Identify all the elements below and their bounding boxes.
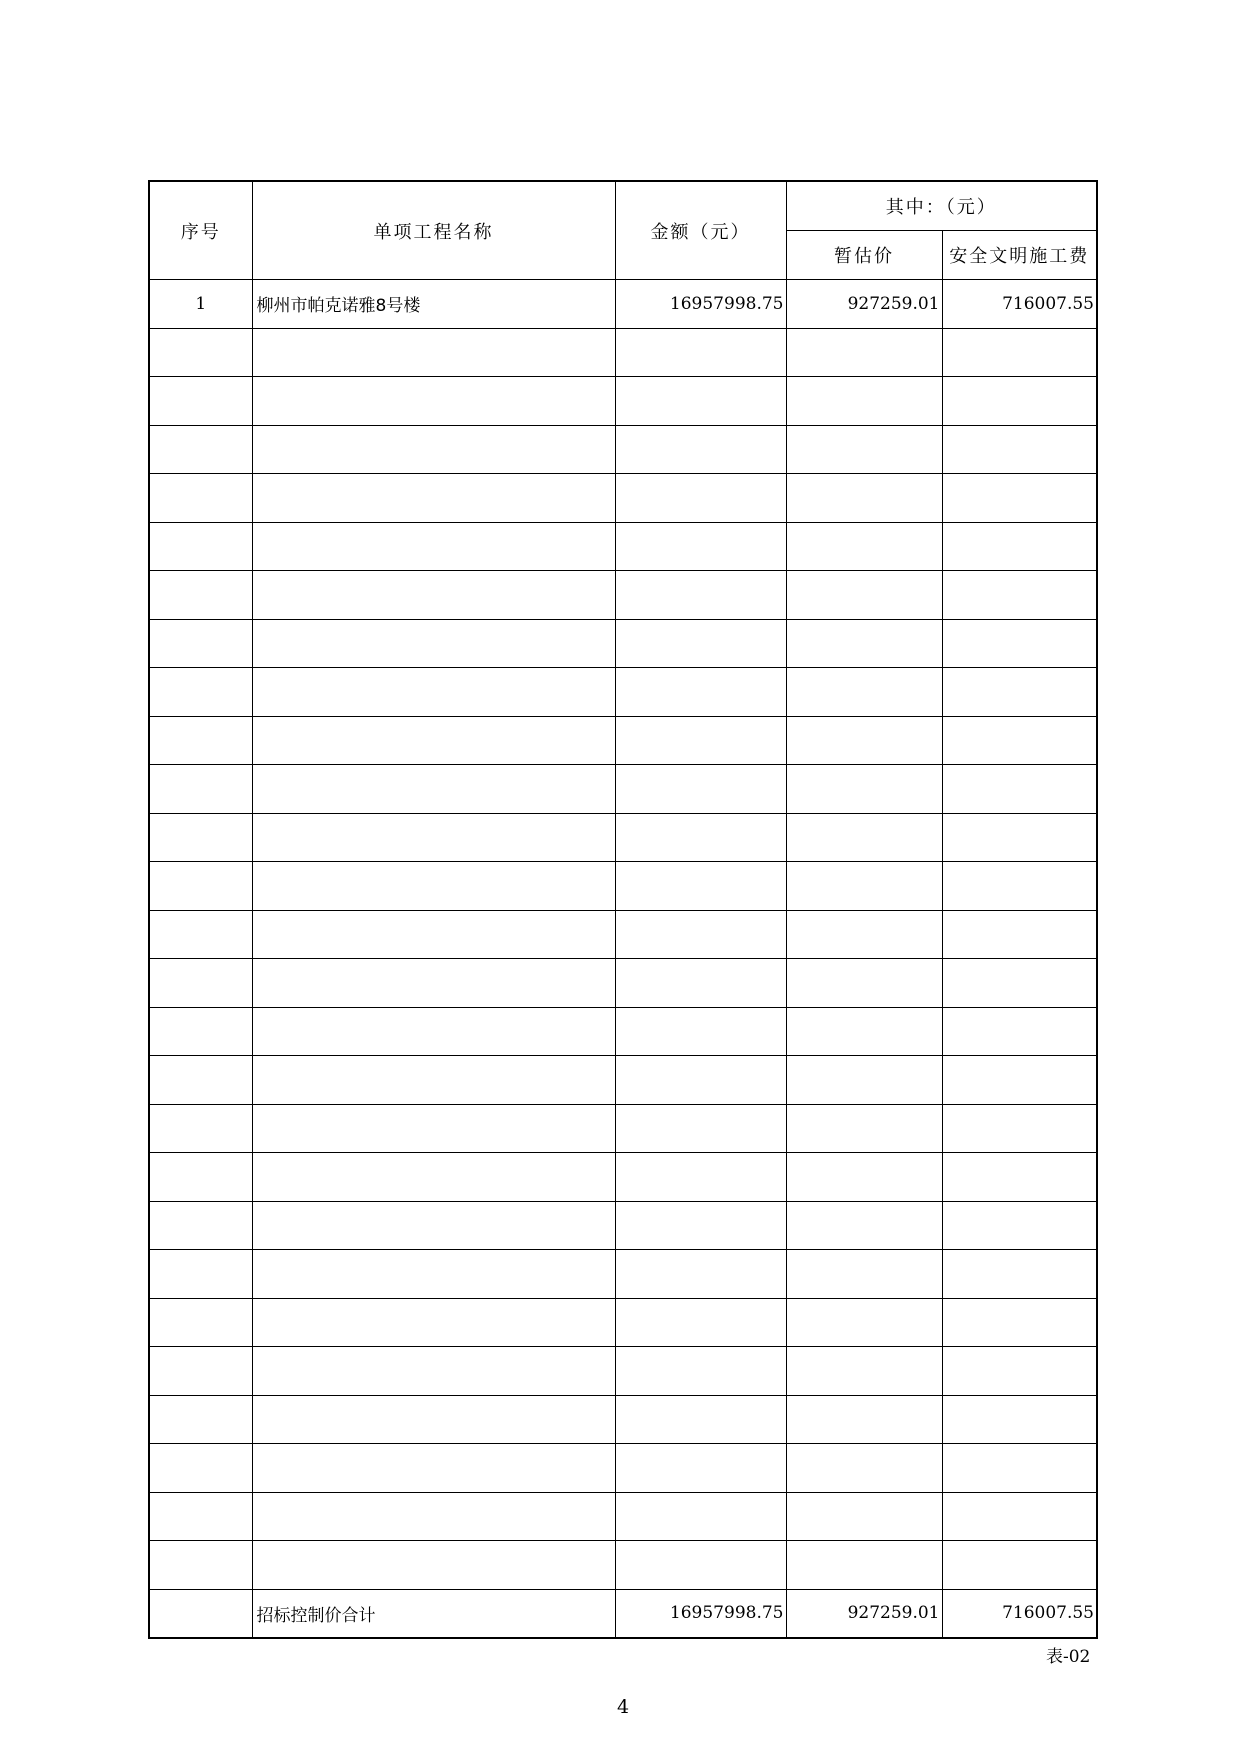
total-label: 招标控制价合计: [252, 1589, 615, 1638]
empty-cell: [615, 1250, 786, 1299]
header-safety: 安全文明施工费: [942, 231, 1097, 280]
empty-row: [149, 619, 1097, 668]
empty-cell: [149, 1541, 252, 1590]
empty-row: [149, 1347, 1097, 1396]
empty-cell: [149, 668, 252, 717]
empty-cell: [615, 619, 786, 668]
empty-cell: [615, 1153, 786, 1202]
empty-row: [149, 1492, 1097, 1541]
empty-cell: [786, 765, 942, 814]
empty-cell: [252, 619, 615, 668]
total-index: [149, 1589, 252, 1638]
empty-cell: [252, 1056, 615, 1105]
empty-cell: [149, 522, 252, 571]
empty-cell: [252, 377, 615, 426]
empty-row: [149, 716, 1097, 765]
empty-cell: [786, 1250, 942, 1299]
empty-row: [149, 1153, 1097, 1202]
empty-cell: [615, 910, 786, 959]
empty-cell: [942, 1056, 1097, 1105]
header-provisional: 暂估价: [786, 231, 942, 280]
empty-cell: [942, 1541, 1097, 1590]
empty-cell: [942, 1250, 1097, 1299]
empty-cell: [942, 1395, 1097, 1444]
empty-cell: [615, 377, 786, 426]
empty-cell: [786, 1298, 942, 1347]
empty-cell: [615, 1541, 786, 1590]
total-row: [149, 1589, 1097, 1638]
empty-row: [149, 813, 1097, 862]
table-row: [149, 280, 1097, 329]
empty-cell: [149, 1007, 252, 1056]
empty-cell: [786, 571, 942, 620]
empty-row: [149, 377, 1097, 426]
empty-cell: [786, 619, 942, 668]
empty-cell: [252, 959, 615, 1008]
empty-cell: [149, 377, 252, 426]
empty-cell: [942, 1347, 1097, 1396]
empty-row: [149, 1298, 1097, 1347]
empty-cell: [615, 571, 786, 620]
empty-row: [149, 910, 1097, 959]
empty-cell: [786, 1395, 942, 1444]
empty-row: [149, 1007, 1097, 1056]
empty-cell: [149, 571, 252, 620]
empty-cell: [786, 1056, 942, 1105]
row-provisional: 927259.01: [786, 280, 942, 329]
summary-table: [148, 180, 1098, 1639]
empty-cell: [615, 862, 786, 911]
empty-cell: [942, 1104, 1097, 1153]
empty-cell: [942, 765, 1097, 814]
empty-cell: [942, 1201, 1097, 1250]
total-provisional: 927259.01: [786, 1589, 942, 1638]
empty-cell: [252, 765, 615, 814]
empty-cell: [786, 813, 942, 862]
empty-cell: [786, 959, 942, 1008]
empty-cell: [149, 425, 252, 474]
empty-row: [149, 571, 1097, 620]
empty-cell: [252, 1444, 615, 1493]
empty-cell: [615, 716, 786, 765]
empty-cell: [252, 1395, 615, 1444]
empty-cell: [252, 522, 615, 571]
total-amount: 16957998.75: [615, 1589, 786, 1638]
header-of-which: 其中：（元）: [786, 181, 1097, 231]
empty-cell: [942, 910, 1097, 959]
empty-cell: [149, 1298, 252, 1347]
empty-cell: [252, 813, 615, 862]
empty-cell: [252, 716, 615, 765]
empty-cell: [252, 1298, 615, 1347]
page-number: 4: [616, 1696, 630, 1718]
empty-cell: [786, 425, 942, 474]
empty-cell: [942, 522, 1097, 571]
empty-cell: [615, 1444, 786, 1493]
empty-cell: [149, 1395, 252, 1444]
empty-cell: [942, 474, 1097, 523]
empty-cell: [615, 765, 786, 814]
empty-cell: [615, 959, 786, 1008]
empty-cell: [615, 474, 786, 523]
empty-cell: [615, 1056, 786, 1105]
empty-cell: [786, 862, 942, 911]
empty-row: [149, 765, 1097, 814]
empty-cell: [786, 668, 942, 717]
empty-cell: [252, 1153, 615, 1202]
empty-cell: [786, 910, 942, 959]
empty-cell: [149, 474, 252, 523]
empty-cell: [615, 1492, 786, 1541]
empty-cell: [615, 1104, 786, 1153]
empty-cell: [252, 474, 615, 523]
empty-cell: [786, 1492, 942, 1541]
empty-cell: [149, 862, 252, 911]
empty-cell: [786, 1104, 942, 1153]
empty-cell: [942, 619, 1097, 668]
empty-cell: [252, 1492, 615, 1541]
empty-cell: [149, 1444, 252, 1493]
empty-row: [149, 668, 1097, 717]
row-name: 柳州市帕克诺雅8号楼: [252, 280, 615, 329]
empty-cell: [786, 328, 942, 377]
empty-cell: [942, 1153, 1097, 1202]
total-safety: 716007.55: [942, 1589, 1097, 1638]
header-name: 单项工程名称: [252, 181, 615, 280]
empty-row: [149, 1056, 1097, 1105]
empty-cell: [942, 377, 1097, 426]
empty-cell: [252, 571, 615, 620]
empty-cell: [149, 1056, 252, 1105]
empty-cell: [942, 425, 1097, 474]
row-index: 1: [149, 280, 252, 329]
empty-cell: [942, 668, 1097, 717]
empty-cell: [786, 1444, 942, 1493]
empty-cell: [149, 1347, 252, 1396]
empty-cell: [149, 716, 252, 765]
empty-cell: [252, 1104, 615, 1153]
empty-cell: [942, 716, 1097, 765]
empty-cell: [942, 1007, 1097, 1056]
empty-cell: [149, 328, 252, 377]
empty-cell: [942, 862, 1097, 911]
empty-cell: [149, 813, 252, 862]
empty-row: [149, 862, 1097, 911]
empty-cell: [252, 910, 615, 959]
empty-row: [149, 1201, 1097, 1250]
empty-cell: [252, 1250, 615, 1299]
empty-cell: [149, 910, 252, 959]
empty-row: [149, 959, 1097, 1008]
empty-row: [149, 522, 1097, 571]
empty-cell: [615, 1395, 786, 1444]
empty-cell: [252, 668, 615, 717]
empty-cell: [149, 619, 252, 668]
empty-cell: [615, 813, 786, 862]
empty-cell: [252, 1541, 615, 1590]
empty-cell: [786, 522, 942, 571]
empty-cell: [786, 716, 942, 765]
empty-cell: [252, 328, 615, 377]
empty-row: [149, 474, 1097, 523]
empty-cell: [942, 813, 1097, 862]
header-amount: 金额（元）: [615, 181, 786, 280]
empty-cell: [615, 668, 786, 717]
empty-cell: [615, 1201, 786, 1250]
empty-cell: [942, 571, 1097, 620]
empty-cell: [149, 1250, 252, 1299]
empty-cell: [786, 1153, 942, 1202]
empty-row: [149, 1444, 1097, 1493]
row-safety: 716007.55: [942, 280, 1097, 329]
empty-cell: [615, 1298, 786, 1347]
empty-cell: [149, 959, 252, 1008]
empty-cell: [942, 1444, 1097, 1493]
empty-cell: [252, 1347, 615, 1396]
empty-row: [149, 1395, 1097, 1444]
empty-cell: [149, 1492, 252, 1541]
empty-cell: [942, 1298, 1097, 1347]
empty-cell: [615, 1007, 786, 1056]
empty-cell: [252, 425, 615, 474]
empty-cell: [786, 1347, 942, 1396]
empty-cell: [786, 1007, 942, 1056]
empty-cell: [615, 1347, 786, 1396]
empty-cell: [149, 765, 252, 814]
empty-cell: [615, 425, 786, 474]
empty-cell: [615, 522, 786, 571]
empty-cell: [252, 862, 615, 911]
empty-cell: [252, 1201, 615, 1250]
empty-cell: [149, 1201, 252, 1250]
empty-cell: [786, 474, 942, 523]
table-code: 表-02: [1046, 1647, 1091, 1667]
empty-cell: [786, 1201, 942, 1250]
empty-cell: [942, 328, 1097, 377]
empty-cell: [149, 1153, 252, 1202]
header-index: 序号: [149, 181, 252, 280]
empty-cell: [786, 377, 942, 426]
row-amount: 16957998.75: [615, 280, 786, 329]
empty-row: [149, 328, 1097, 377]
empty-cell: [252, 1007, 615, 1056]
empty-cell: [615, 328, 786, 377]
empty-cell: [149, 1104, 252, 1153]
empty-row: [149, 1250, 1097, 1299]
empty-row: [149, 1541, 1097, 1590]
empty-cell: [942, 959, 1097, 1008]
empty-row: [149, 425, 1097, 474]
empty-cell: [786, 1541, 942, 1590]
empty-row: [149, 1104, 1097, 1153]
empty-cell: [942, 1492, 1097, 1541]
